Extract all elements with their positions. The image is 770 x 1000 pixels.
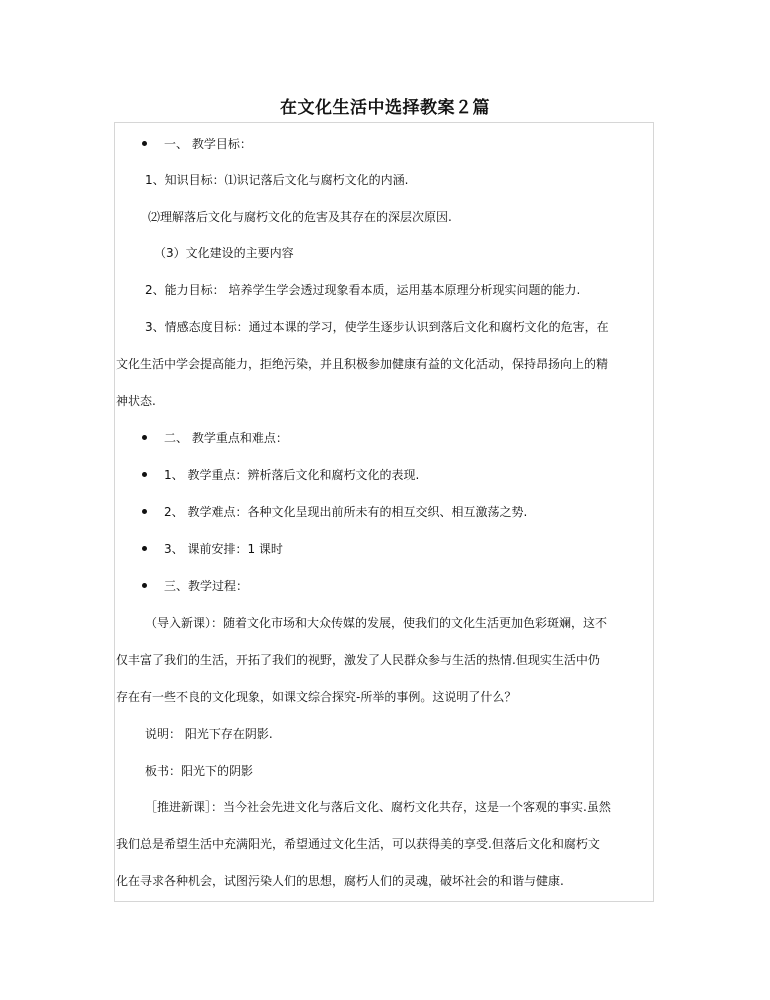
paragraph-line: ［推进新课］：当今社会先进文化与落后文化、腐朽文化共存，这是一个客观的事实.虽然 [145, 800, 611, 814]
bullet-icon [142, 509, 147, 514]
paragraph-line: 神状态. [116, 394, 156, 408]
paragraph-line: 仅丰富了我们的生活，开拓了我们的视野，激发了人民群众参与生活的热情.但现实生活中仍 [116, 653, 600, 667]
paragraph-line: 2、能力目标： 培养学生学会透过现象看本质，运用基本原理分析现实问题的能力. [145, 283, 581, 297]
paragraph-line: （导入新课）：随着文化市场和大众传媒的发展，使我们的文化生活更加色彩斑斓，这不 [145, 616, 608, 630]
list-item: 3、 课前安排：1 课时 [164, 542, 283, 556]
paragraph-line: 1、知识目标：⑴识记落后文化与腐朽文化的内涵. [145, 173, 409, 187]
bullet-icon [142, 472, 147, 477]
bullet-icon [142, 141, 147, 146]
paragraph-line: 板书：阳光下的阴影 [145, 764, 254, 778]
section-heading-process: 三、教学过程： [164, 579, 249, 593]
paragraph-line: 文化生活中学会提高能力，拒绝污染，并且积极参加健康有益的文化活动，保持昂扬向上的精 [116, 357, 609, 371]
paragraph-line: 化在寻求各种机会，试图污染人们的思想，腐朽人们的灵魂，破坏社会的和谐与健康. [116, 874, 564, 888]
bullet-icon [142, 583, 147, 588]
paragraph-line: （3）文化建设的主要内容 [154, 246, 294, 260]
paragraph-line: ⑵理解落后文化与腐朽文化的危害及其存在的深层次原因. [148, 210, 452, 224]
list-item: 2、 教学难点：各种文化呈现出前所未有的相互交织、相互激荡之势. [164, 505, 528, 519]
paragraph-line: 存在有一些不良的文化现象，如课文综合探究-所举的事例。这说明了什么？ [116, 690, 517, 704]
bullet-icon [142, 435, 147, 440]
section-heading-key-points: 二、 教学重点和难点： [164, 431, 288, 445]
bullet-icon [142, 546, 147, 551]
list-item: 1、 教学重点：辨析落后文化和腐朽文化的表现. [164, 468, 420, 482]
paragraph-line: 说明： 阳光下存在阴影. [145, 727, 273, 741]
paragraph-line: 我们总是希望生活中充满阳光，希望通过文化生活，可以获得美的享受.但落后文化和腐朽文 [116, 837, 600, 851]
section-heading-objectives: 一、 教学目标： [164, 137, 252, 151]
document-title: 在文化生活中选择教案２篇 [280, 98, 490, 118]
paragraph-line: 3、情感态度目标：通过本课的学习，使学生逐步认识到落后文化和腐朽文化的危害，在 [145, 320, 609, 334]
